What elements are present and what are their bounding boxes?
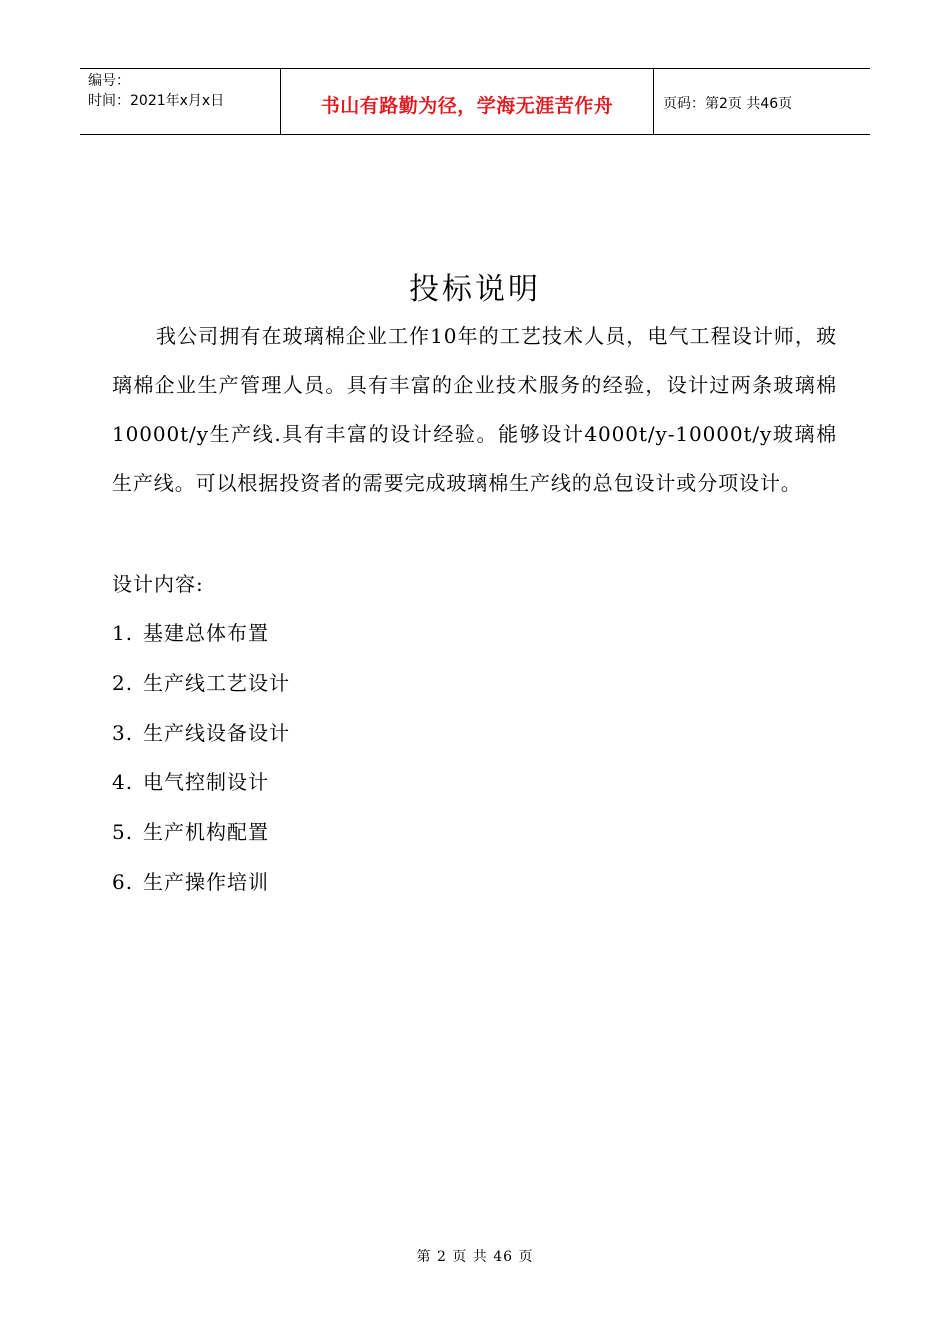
document-date: 时间：2021年x月x日 xyxy=(88,93,225,109)
page-header xyxy=(80,68,870,135)
list-item-text: 生产线设备设计 xyxy=(143,720,290,745)
list-item-text: 生产线工艺设计 xyxy=(143,670,290,695)
intro-paragraph-block xyxy=(112,312,837,508)
section-label: 设计内容: xyxy=(112,572,204,596)
header-page-cell xyxy=(654,69,870,134)
list-item-number: 2. xyxy=(112,670,134,695)
list-item-text: 电气控制设计 xyxy=(143,770,269,795)
list-item-number: 5. xyxy=(112,820,134,845)
list-item-number: 1. xyxy=(112,621,134,645)
header-meta-cell xyxy=(80,69,281,134)
list-item xyxy=(112,758,290,808)
list-item-number: 4. xyxy=(112,770,134,795)
document-number-label: 编号： xyxy=(88,73,130,89)
list-item-text: 基建总体布置 xyxy=(143,621,269,645)
list-item xyxy=(112,709,290,759)
list-item-text: 生产机构配置 xyxy=(143,820,269,845)
document-title: 投标说明 xyxy=(409,272,541,307)
list-item-number: 6. xyxy=(112,869,134,894)
header-page-info: 页码：第2页 共46页 xyxy=(663,95,793,112)
list-item xyxy=(112,609,290,659)
list-item-number: 3. xyxy=(112,720,134,745)
list-item xyxy=(112,858,290,908)
header-motto-cell xyxy=(281,69,654,134)
list-item xyxy=(112,808,290,858)
list-item-text: 生产操作培训 xyxy=(143,869,269,894)
intro-paragraph: 我公司拥有在玻璃棉企业工作10年的工艺技术人员，电气工程设计师，玻璃棉企业生产管理人员。具有丰富的企业技术服务的经验，设计过两条玻璃棉10000t/y生产线.具有丰富的设计经验。能够设计4000t/y-10000t/y玻璃棉生产线。可以根据投资者的需要完成玻璃棉生产线的总包设计或分项设计。 xyxy=(112,324,837,495)
list-item xyxy=(112,659,290,709)
header-motto: 书山有路勤为径，学海无涯苦作舟 xyxy=(320,95,614,117)
design-content-list xyxy=(112,609,290,908)
page-footer: 第 2 页 共 46 页 xyxy=(416,1249,534,1265)
